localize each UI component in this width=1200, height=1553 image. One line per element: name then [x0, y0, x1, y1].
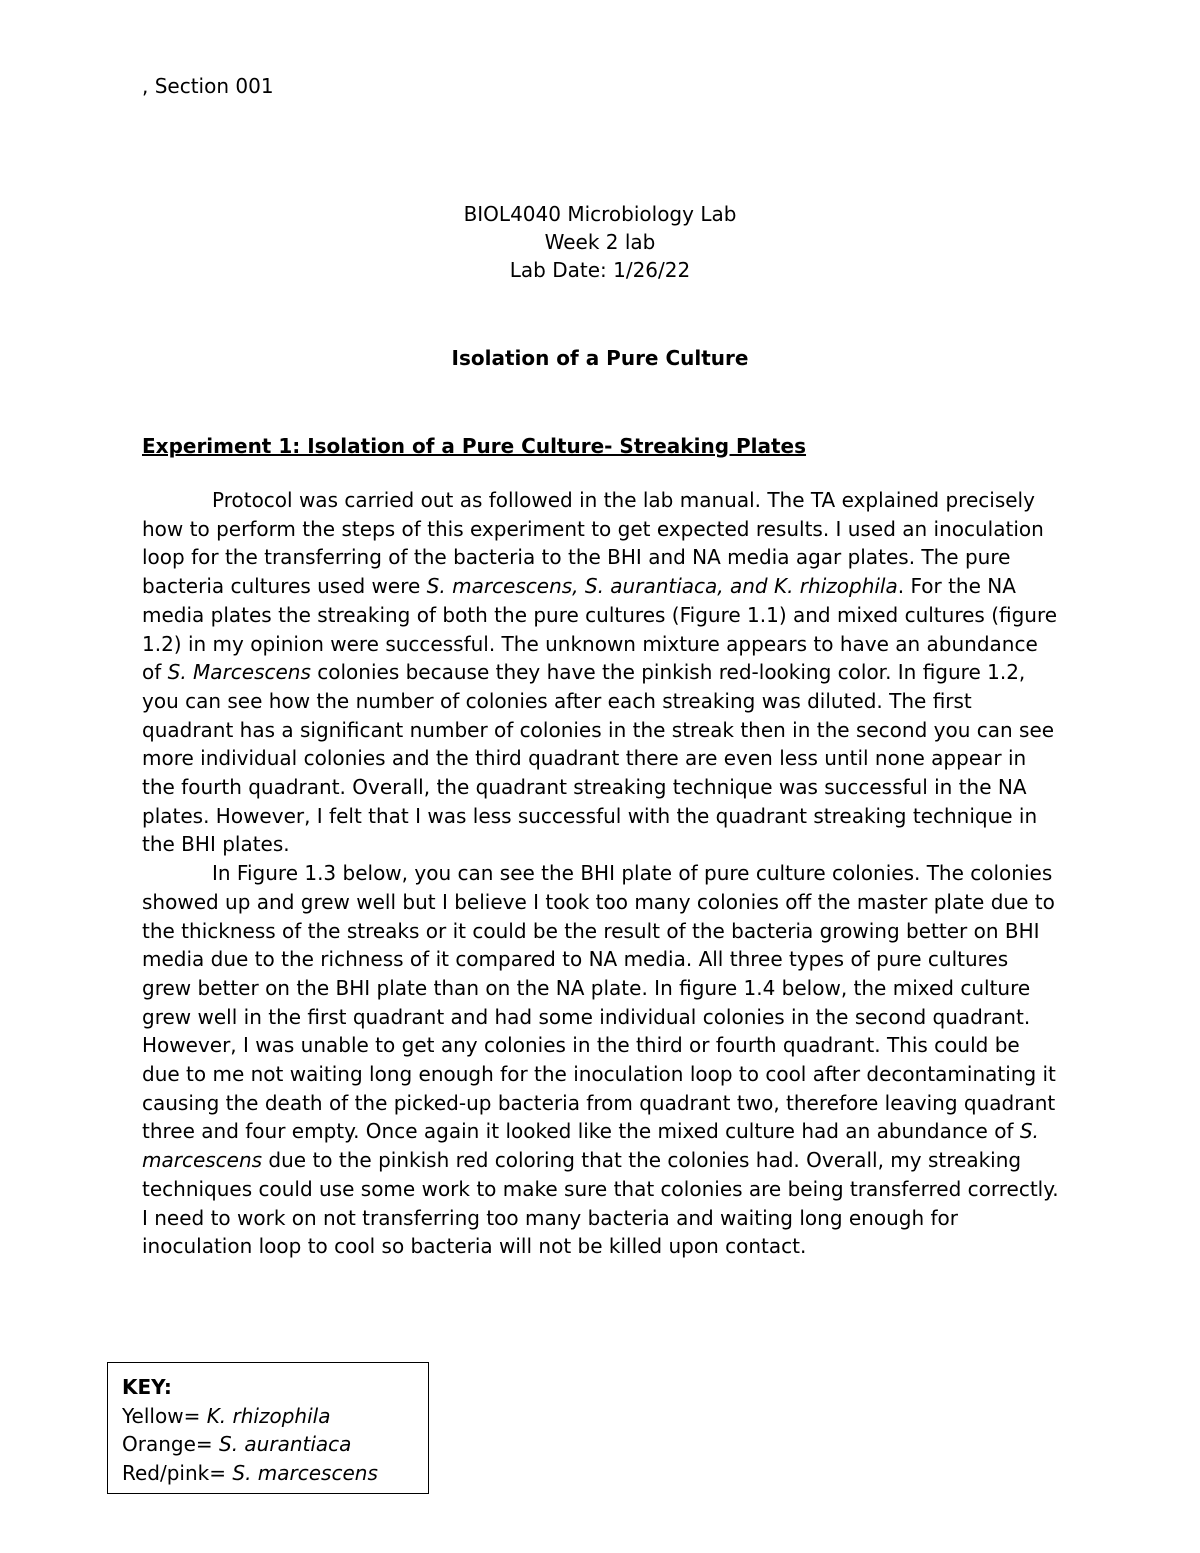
species-name: S. Marcescens	[167, 660, 311, 685]
paragraph-1	[142, 486, 1062, 859]
body-text	[142, 486, 1062, 1261]
title-block	[0, 200, 1200, 284]
key-species: S. aurantiaca	[219, 1432, 352, 1456]
key-species: K. rhizophila	[206, 1403, 331, 1428]
key-label: Orange=	[122, 1432, 220, 1456]
lab-date: Lab Date: 1/26/22	[509, 258, 691, 282]
key-species: S. marcescens	[232, 1460, 378, 1485]
paragraph-1-text-c: colonies because they have the pinkish red-looking color. In figure 1.2, you can see how the number of colonies after each streaking was diluted. The first quadrant has a significant number of colonies in the streak then in the second you can see more individual colonies and the third quadrant there are even less until none appear in the fourth quadrant. Overall, the quadrant streaking technique was successful in the NA plates. However, I felt that I was less successful with the quadrant streaking technique in the BHI plates.	[142, 660, 1055, 857]
species-list: S. marcescens, S. aurantiaca, and K. rhizophila	[426, 574, 898, 599]
species-name: S. marcescens	[142, 1119, 1039, 1173]
key-row-orange	[122, 1430, 428, 1459]
key-row-red-pink	[122, 1459, 428, 1488]
paragraph-2-text-b: due to the pinkish red coloring that the colonies had. Overall, my streaking techniques could use some work to make sure that colonies are being transferred correctly. I need to work on not transferring too many bacteria and waiting long enough for inoculation loop to cool so bacteria will not be killed upon contact.	[142, 1148, 1059, 1259]
page-title: Isolation of a Pure Culture	[451, 346, 749, 370]
section-label: , Section 001	[142, 74, 274, 98]
key-title: KEY:	[122, 1375, 172, 1399]
week-label: Week 2 lab	[544, 230, 656, 254]
paragraph-2	[142, 859, 1062, 1261]
key-box	[107, 1362, 429, 1494]
paragraph-2-text-a: In Figure 1.3 below, you can see the BHI plate of pure culture colonies. The colonies showed up and grew well but I believe I took too many colonies off the master plate due to the thickness of the streaks or it could be the result of the bacteria growing better on BHI media due to the richness of it compared to NA media. All three types of pure cultures grew better on the BHI plate than on the NA plate. In figure 1.4 below, the mixed culture grew well in the first quadrant and had some individual colonies in the second quadrant. However, I was unable to get any colonies in the third or fourth quadrant. This could be due to me not waiting long enough for the inoculation loop to cool after decontaminating it causing the death of the picked-up bacteria from quadrant two, therefore leaving quadrant three and four empty. Once again it looked like the mixed culture had an abundance of	[142, 861, 1056, 1144]
key-label: Red/pink=	[122, 1460, 233, 1485]
paragraph-1-text-a: Protocol was carried out as followed in the lab manual. The TA explained precisely how to perform the steps of this experiment to get expected results. I used an inoculation loop for the transferring of the bacteria to the BHI and NA media agar plates. The pure bacteria cultures used were	[142, 488, 1044, 599]
key-row-yellow	[122, 1402, 428, 1431]
key-label: Yellow=	[122, 1403, 207, 1428]
paragraph-1-text-b: . For the NA media plates the streaking of both the pure cultures (Figure 1.1) and mixed cultures (figure 1.2) in my opinion were successful. The unknown mixture appears to have an abundance of	[142, 574, 1058, 685]
experiment-heading: Experiment 1: Isolation of a Pure Culture- Streaking Plates	[142, 434, 807, 458]
course-title: BIOL4040 Microbiology Lab	[463, 202, 737, 226]
